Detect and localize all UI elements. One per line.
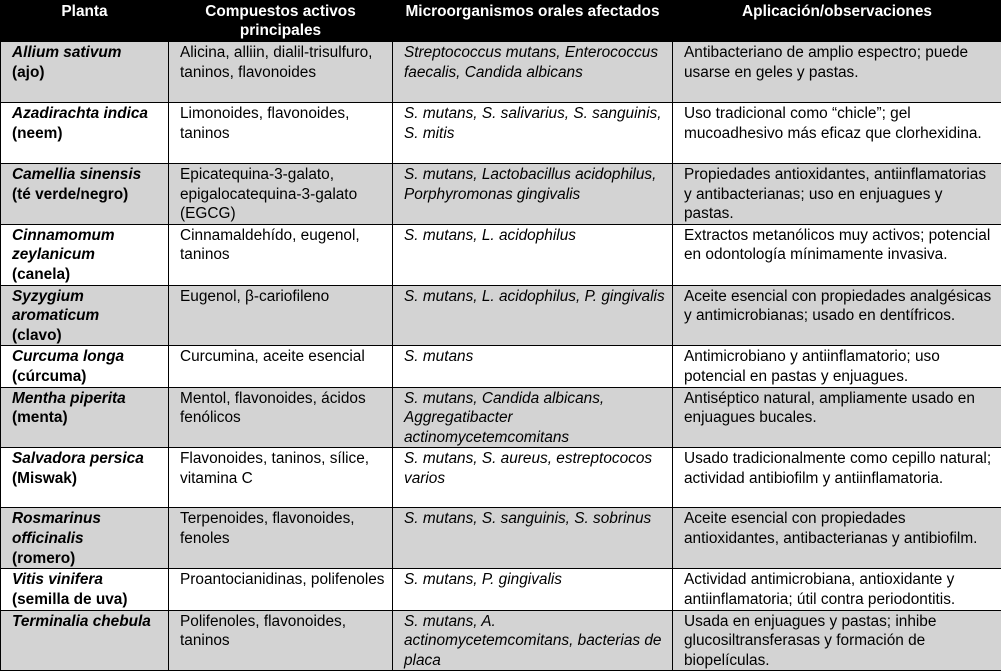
microbes-cell: S. mutans, Candida albicans, Aggregatibacter actinomycetemcomitans (393, 387, 673, 448)
plant-scientific-name: Rosmarinus officinalis (12, 510, 101, 547)
application-cell: Aceite esencial con propiedades analgésicas y antimicrobianas; usado en dentífricos. (673, 285, 1001, 346)
application-cell: Propiedades antioxidantes, antiinflamatorias y antibacterianas; uso en enjuagues y pastas. (673, 164, 1001, 225)
application-cell: Usada en enjuagues y pastas; inhibe glucosiltransferasas y formación de biopelículas. (673, 610, 1001, 671)
microbes-cell: Streptococcus mutans, Enterococcus faecalis, Candida albicans (393, 42, 673, 103)
plant-cell (1, 508, 169, 569)
plant-cell (1, 569, 169, 610)
application-cell: Actividad antimicrobiana, antioxidante y antiinflamatoria; útil contra periodontitis. (673, 569, 1001, 610)
plant-cell (1, 610, 169, 671)
compounds-cell: Cinnamaldehído, eugenol, taninos (169, 224, 393, 285)
microbes-cell: S. mutans (393, 346, 673, 387)
microbes-cell: S. mutans, Lactobacillus acidophilus, Porphyromonas gingivalis (393, 164, 673, 225)
microbes-cell: S. mutans, S. aureus, estreptococos varios (393, 448, 673, 508)
table-row (1, 285, 1001, 346)
table-row (1, 610, 1001, 671)
table-row (1, 508, 1001, 569)
plant-common-name: (menta) (12, 409, 68, 426)
table-row (1, 224, 1001, 285)
application-cell: Antibacteriano de amplio espectro; puede usarse en geles y pastas. (673, 42, 1001, 103)
compounds-cell: Proantocianidinas, polifenoles (169, 569, 393, 610)
plant-common-name: (té verde/negro) (12, 186, 128, 203)
plant-scientific-name: Allium sativum (12, 44, 121, 61)
compounds-cell: Polifenoles, flavonoides, taninos (169, 610, 393, 671)
table-row (1, 346, 1001, 387)
compounds-cell: Alicina, alliin, dialil-trisulfuro, taninos, flavonoides (169, 42, 393, 103)
plant-scientific-name: Syzygium aromaticum (12, 288, 99, 325)
plant-common-name: (neem) (12, 125, 62, 142)
plant-common-name: (semilla de uva) (12, 591, 127, 608)
plant-scientific-name: Curcuma longa (12, 348, 124, 365)
plant-cell (1, 346, 169, 387)
plant-cell (1, 42, 169, 103)
plant-cell (1, 387, 169, 448)
plant-scientific-name: Terminalia chebula (12, 613, 151, 630)
microbes-cell: S. mutans, L. acidophilus, P. gingivalis (393, 285, 673, 346)
microbes-cell: S. mutans, P. gingivalis (393, 569, 673, 610)
plant-scientific-name: Cinnamomum zeylanicum (12, 227, 115, 264)
plant-scientific-name: Camellia sinensis (12, 166, 141, 183)
application-cell: Usado tradicionalmente como cepillo natural; actividad antibiofilm y antiinflamatoria. (673, 448, 1001, 508)
header-compounds: Compuestos activos principales (169, 1, 393, 42)
plant-scientific-name: Mentha piperita (12, 390, 126, 407)
header-microbes: Microorganismos orales afectados (393, 1, 673, 42)
table-row (1, 103, 1001, 164)
application-cell: Uso tradicional como “chicle”; gel mucoadhesivo más eficaz que clorhexidina. (673, 103, 1001, 164)
table-row (1, 42, 1001, 103)
application-cell: Extractos metanólicos muy activos; potencial en odontología mínimamente invasiva. (673, 224, 1001, 285)
compounds-cell: Flavonoides, taninos, sílice, vitamina C (169, 448, 393, 508)
header-plant: Planta (1, 1, 169, 42)
plant-scientific-name: Salvadora persica (12, 450, 144, 467)
microbes-cell: S. mutans, A. actinomycetemcomitans, bacterias de placa (393, 610, 673, 671)
plant-scientific-name: Vitis vinifera (12, 571, 103, 588)
table-row (1, 569, 1001, 610)
table-row (1, 448, 1001, 508)
compounds-cell: Eugenol, β-cariofileno (169, 285, 393, 346)
plant-cell (1, 103, 169, 164)
plant-cell (1, 285, 169, 346)
plant-common-name: (cúrcuma) (12, 368, 86, 385)
plant-common-name: (canela) (12, 266, 70, 283)
plant-common-name: (ajo) (12, 64, 45, 81)
table-row (1, 164, 1001, 225)
compounds-cell: Mentol, flavonoides, ácidos fenólicos (169, 387, 393, 448)
plant-cell (1, 448, 169, 508)
table-row (1, 387, 1001, 448)
plant-cell (1, 164, 169, 225)
microbes-cell: S. mutans, S. salivarius, S. sanguinis, S. mitis (393, 103, 673, 164)
plant-common-name: (Miswak) (12, 470, 77, 487)
compounds-cell: Curcumina, aceite esencial (169, 346, 393, 387)
application-cell: Antimicrobiano y antiinflamatorio; uso potencial en pastas y enjuagues. (673, 346, 1001, 387)
application-cell: Antiséptico natural, ampliamente usado en enjuagues bucales. (673, 387, 1001, 448)
compounds-cell: Limonoides, flavonoides, taninos (169, 103, 393, 164)
compounds-cell: Epicatequina-3-galato, epigalocatequina-3-galato (EGCG) (169, 164, 393, 225)
header-row (1, 1, 1001, 42)
plant-scientific-name: Azadirachta indica (12, 105, 148, 122)
plant-common-name: (clavo) (12, 327, 62, 344)
header-application: Aplicación/observaciones (673, 1, 1001, 42)
microbes-cell: S. mutans, L. acidophilus (393, 224, 673, 285)
compounds-cell: Terpenoides, flavonoides, fenoles (169, 508, 393, 569)
microbes-cell: S. mutans, S. sanguinis, S. sobrinus (393, 508, 673, 569)
plant-cell (1, 224, 169, 285)
application-cell: Aceite esencial con propiedades antioxidantes, antibacterianas y antibiofilm. (673, 508, 1001, 569)
plant-common-name: (romero) (12, 550, 75, 567)
